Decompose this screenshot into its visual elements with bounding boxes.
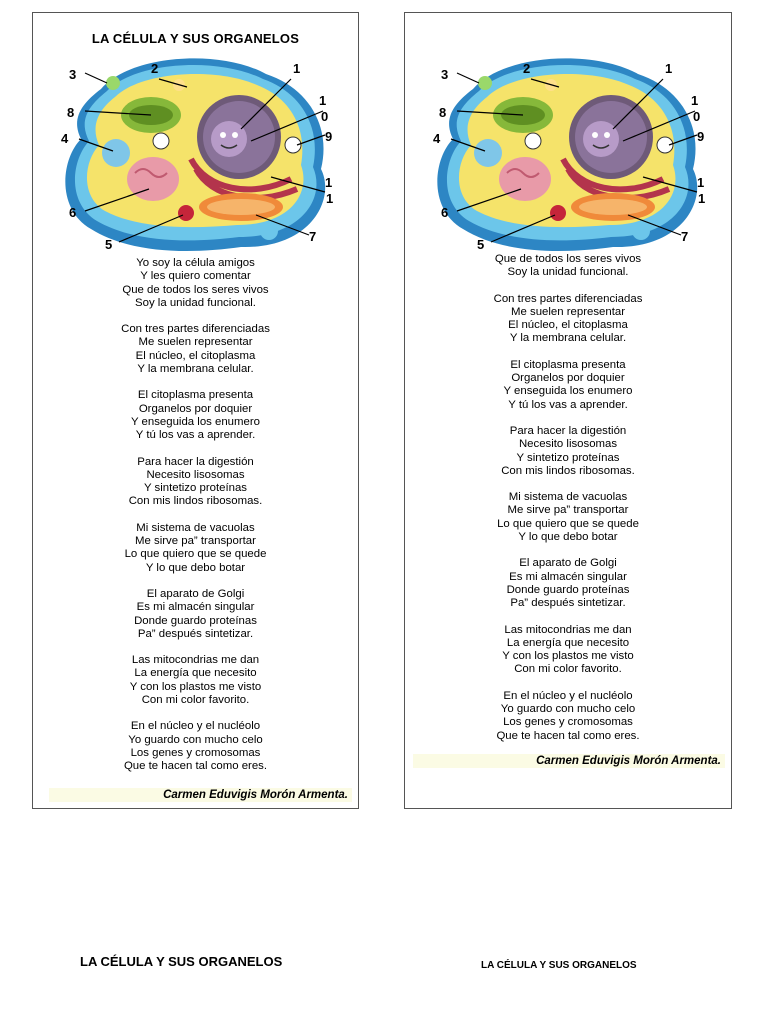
stanza [405, 491, 731, 544]
poem-line: Con tres partes diferenciadas [121, 323, 270, 336]
poem-line: Para hacer la digestión [137, 455, 254, 468]
label-2: 2 [523, 61, 531, 76]
poem-line: El núcleo, el citoplasma [135, 349, 256, 362]
label-1c: 1 [326, 191, 334, 206]
poem-line: En el núcleo y el nucléolo [130, 720, 261, 733]
label-8: 8 [67, 105, 75, 120]
cell-illustration [41, 49, 353, 259]
label-1b: 1 [325, 175, 333, 190]
label-1: 1 [293, 61, 301, 76]
poem-line: El aparato de Golgi [146, 587, 245, 600]
label-9: 9 [697, 129, 705, 144]
stanza [33, 720, 358, 773]
poem-line: Que te hacen tal como eres. [123, 760, 268, 773]
poem-line: Donde guardo proteínas [134, 614, 257, 627]
label-1b: 1 [697, 175, 705, 190]
golgi [199, 193, 283, 221]
poem-text [405, 253, 731, 756]
poem-line: Organelos por doquier [138, 402, 253, 415]
label-6: 6 [69, 205, 77, 220]
poem-line: El citoplasma presenta [137, 389, 254, 402]
poem-line: Que te hacen tal como eres. [496, 729, 640, 742]
poem-line: Soy la unidad funcional. [507, 266, 629, 279]
stanza [405, 425, 731, 478]
poem-line: Yo soy la célula amigos [136, 257, 255, 269]
cell-illustration [413, 49, 725, 259]
stanza [405, 690, 731, 743]
poem-text [33, 257, 358, 787]
stanza [405, 253, 731, 280]
poem-line: Los genes y cromosomas [503, 716, 633, 729]
cell-diagram-svg [413, 49, 725, 259]
poem-line: Que de todos los seres vivos [494, 253, 642, 265]
label-1a: 1 [319, 93, 327, 108]
nucleus [569, 95, 653, 179]
footer-title-right: LA CÉLULA Y SUS ORGANELOS [481, 960, 637, 971]
poem-line: Donde guardo proteínas [506, 583, 630, 596]
poem-line: Lo que quiero que se quede [124, 548, 267, 561]
label-1: 1 [665, 61, 673, 76]
bookmark-card-right [404, 12, 732, 809]
golgi [571, 193, 655, 221]
poem-line: Yo guardo con mucho celo [128, 733, 263, 746]
poem-line: Los genes y cromosomas [130, 746, 261, 759]
stanza [33, 522, 358, 575]
label-1c: 1 [698, 191, 706, 206]
nucleus [197, 95, 281, 179]
poem-line: Las mitocondrias me dan [131, 654, 260, 667]
poem-line: La energía que necesito [506, 636, 630, 649]
card-title: LA CÉLULA Y SUS ORGANELOS [91, 31, 300, 46]
poem-line: Las mitocondrias me dan [504, 623, 632, 636]
stanza [405, 359, 731, 412]
author-signature: Carmen Eduvigis Morón Armenta. [413, 754, 725, 768]
stanza [33, 456, 358, 509]
label-5: 5 [105, 237, 113, 252]
poem-line: Con mis lindos ribosomas. [501, 464, 635, 477]
poem-line: Con mi color favorito. [514, 663, 622, 676]
poem-line: La energía que necesito [134, 667, 257, 680]
poem-line: El aparato de Golgi [519, 557, 617, 570]
label-1a: 1 [691, 93, 699, 108]
poem-line: Y con los plastos me visto [502, 650, 634, 663]
stanza [33, 323, 358, 376]
label-7: 7 [681, 229, 689, 244]
label-3: 3 [441, 67, 449, 82]
poem-line: Pa” después sintetizar. [137, 627, 254, 640]
label-2: 2 [151, 61, 159, 76]
stanza [33, 588, 358, 641]
poem-line: En el núcleo y el nucléolo [503, 689, 633, 702]
label-6: 6 [441, 205, 449, 220]
poem-line: Mi sistema de vacuolas [508, 491, 628, 504]
poem-line: El núcleo, el citoplasma [508, 319, 628, 332]
stanza [405, 557, 731, 610]
poem-line: Y sintetizo proteínas [516, 451, 620, 464]
poem-line: Me sirve pa” transportar [135, 535, 256, 548]
poem-line: Con tres partes diferenciadas [493, 292, 643, 305]
stanza [33, 654, 358, 707]
author-signature: Carmen Eduvigis Morón Armenta. [49, 788, 352, 802]
poem-line: Y enseguida los enumero [503, 385, 633, 398]
bookmark-card-left [32, 12, 359, 809]
stanza [33, 257, 358, 310]
stanza [405, 624, 731, 677]
label-8: 8 [439, 105, 447, 120]
poem-line: Pa” después sintetizar. [510, 597, 626, 610]
label-4: 4 [433, 131, 441, 146]
poem-line: Organelos por doquier [511, 372, 625, 385]
poem-line: Y les quiero comentar [140, 270, 251, 283]
poem-line: Me suelen representar [511, 305, 625, 318]
poem-line: Me suelen representar [138, 336, 253, 349]
poem-line: Con mis lindos ribosomas. [128, 495, 263, 508]
poem-line: Y sintetizo proteínas [144, 482, 247, 495]
poem-line: Y lo que debo botar [518, 531, 618, 544]
label-3: 3 [69, 67, 77, 82]
label-7: 7 [309, 229, 317, 244]
poem-line: Soy la unidad funcional. [135, 296, 256, 309]
poem-line: Y tú los vas a aprender. [508, 398, 628, 411]
stanza [33, 389, 358, 442]
poem-line: Necesito lisosomas [518, 438, 618, 451]
poem-line: Y con los plastos me visto [129, 680, 262, 693]
stanza [405, 293, 731, 346]
label-5: 5 [477, 237, 485, 252]
poem-line: Mi sistema de vacuolas [136, 521, 255, 534]
poem-line: Lo que quiero que se quede [497, 517, 639, 530]
poem-line: Me sirve pa” transportar [507, 504, 629, 517]
poem-line: Con mi color favorito. [141, 694, 250, 707]
poem-line: Para hacer la digestión [509, 424, 627, 437]
footer-title-left: LA CÉLULA Y SUS ORGANELOS [80, 954, 283, 969]
poem-line: Necesito lisosomas [146, 468, 245, 481]
label-9: 9 [325, 129, 333, 144]
poem-line: Y la membrana celular. [509, 332, 627, 345]
label-0: 0 [693, 109, 701, 124]
poem-line: Yo guardo con mucho celo [500, 703, 636, 716]
poem-line: Que de todos los seres vivos [122, 283, 269, 296]
poem-line: El citoplasma presenta [510, 358, 626, 371]
label-4: 4 [61, 131, 69, 146]
poem-line: Es mi almacén singular [509, 570, 627, 583]
poem-line: Y la membrana celular. [137, 363, 254, 376]
cell-diagram-svg [41, 49, 353, 259]
poem-line: Y tú los vas a aprender. [135, 429, 256, 442]
poem-line: Y enseguida los enumero [131, 415, 260, 428]
poem-line: Es mi almacén singular [136, 601, 255, 614]
label-0: 0 [321, 109, 329, 124]
poem-line: Y lo que debo botar [145, 561, 246, 574]
